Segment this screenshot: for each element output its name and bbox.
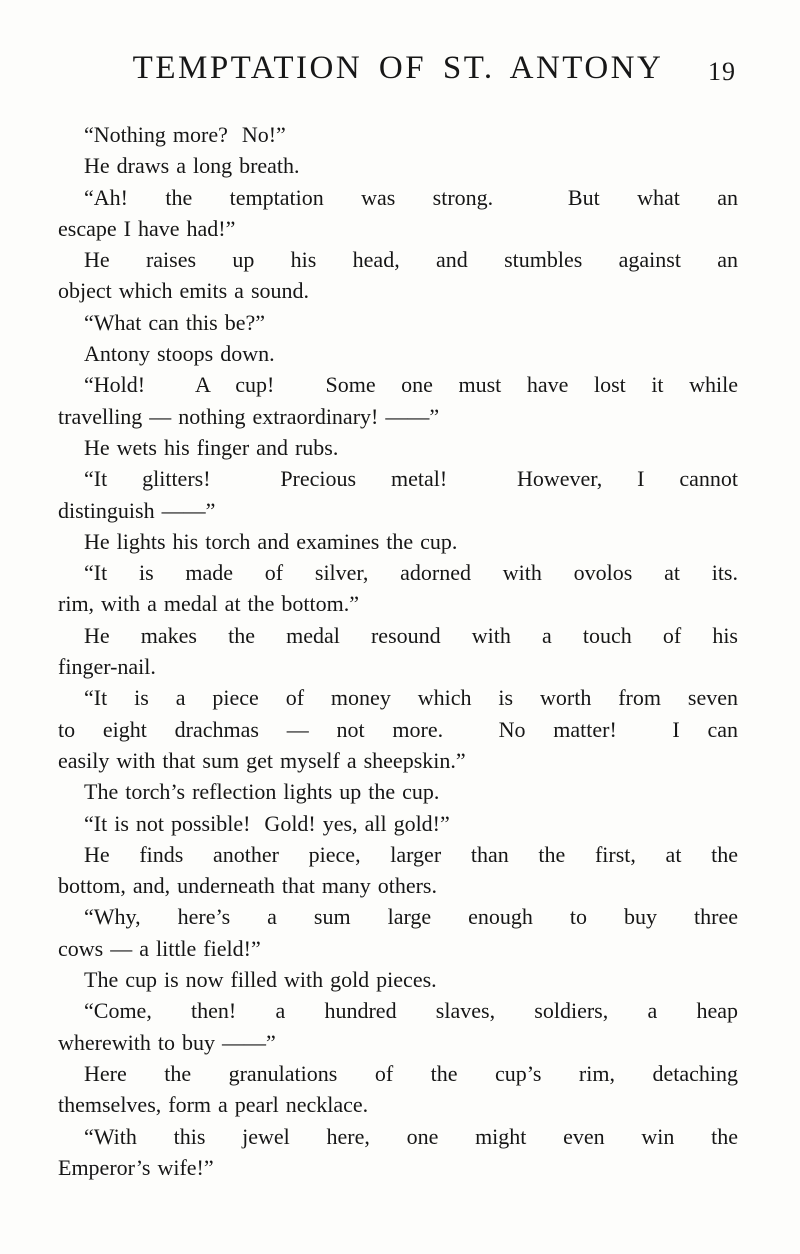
body-line: bottom, and, underneath that many others. (58, 873, 437, 899)
body-line: finger-nail. (58, 654, 156, 680)
running-header (58, 50, 738, 94)
body-line: “It is made of silver, adorned with ovolos at its. (84, 560, 738, 586)
body-line: “Hold! A cup! Some one must have lost it while (84, 372, 738, 398)
body-line: cows — a little field!” (58, 935, 261, 961)
page-title: TEMPTATION OF ST. ANTONY (132, 50, 664, 86)
body-line: easily with that sum get myself a sheepskin.” (58, 747, 466, 773)
body-line: to eight drachmas — not more. No matter! I can (58, 716, 738, 742)
body-line: He makes the medal resound with a touch of his (84, 622, 738, 648)
body-line: “Ah! the temptation was strong. But what an (84, 184, 738, 210)
body-line: “What can this be?” (84, 309, 266, 335)
body-line: He raises up his head, and stumbles against an (84, 247, 738, 273)
body-line: He wets his finger and rubs. (84, 434, 339, 460)
body-line: rim, with a medal at the bottom.” (58, 591, 360, 617)
body-line: He finds another piece, larger than the first, at the (84, 841, 738, 867)
body-line: “Come, then! a hundred slaves, soldiers, a heap (84, 998, 738, 1024)
body-line: He lights his torch and examines the cup. (84, 528, 458, 554)
page-number: 19 (708, 57, 736, 86)
body-line: themselves, form a pearl necklace. (58, 1092, 369, 1118)
body-line: wherewith to buy ——” (58, 1029, 276, 1055)
body-line: The cup is now filled with gold pieces. (84, 967, 437, 993)
body-line: He draws a long breath. (84, 153, 300, 179)
body-line: “It is not possible! Gold! yes, all gold!” (84, 810, 450, 836)
body-line: “Why, here’s a sum large enough to buy three (84, 904, 738, 930)
body-line: “It glitters! Precious metal! However, I cannot (84, 466, 738, 492)
body-line: “Nothing more? No!” (84, 122, 286, 147)
body-line: object which emits a sound. (58, 278, 310, 304)
body-line: Emperor’s wife!” (58, 1154, 214, 1180)
body-line: The torch’s reflection lights up the cup. (84, 779, 440, 805)
page-body (58, 119, 738, 1183)
body-line: travelling — nothing extraordinary! ——” (58, 403, 440, 429)
body-line: escape I have had!” (58, 215, 236, 241)
body-line: distinguish ——” (58, 497, 216, 523)
body-line: “With this jewel here, one might even win the (84, 1123, 738, 1149)
body-line: Antony stoops down. (84, 341, 275, 367)
body-line: “It is a piece of money which is worth from seven (84, 685, 738, 711)
body-line: Here the granulations of the cup’s rim, detaching (84, 1060, 738, 1086)
